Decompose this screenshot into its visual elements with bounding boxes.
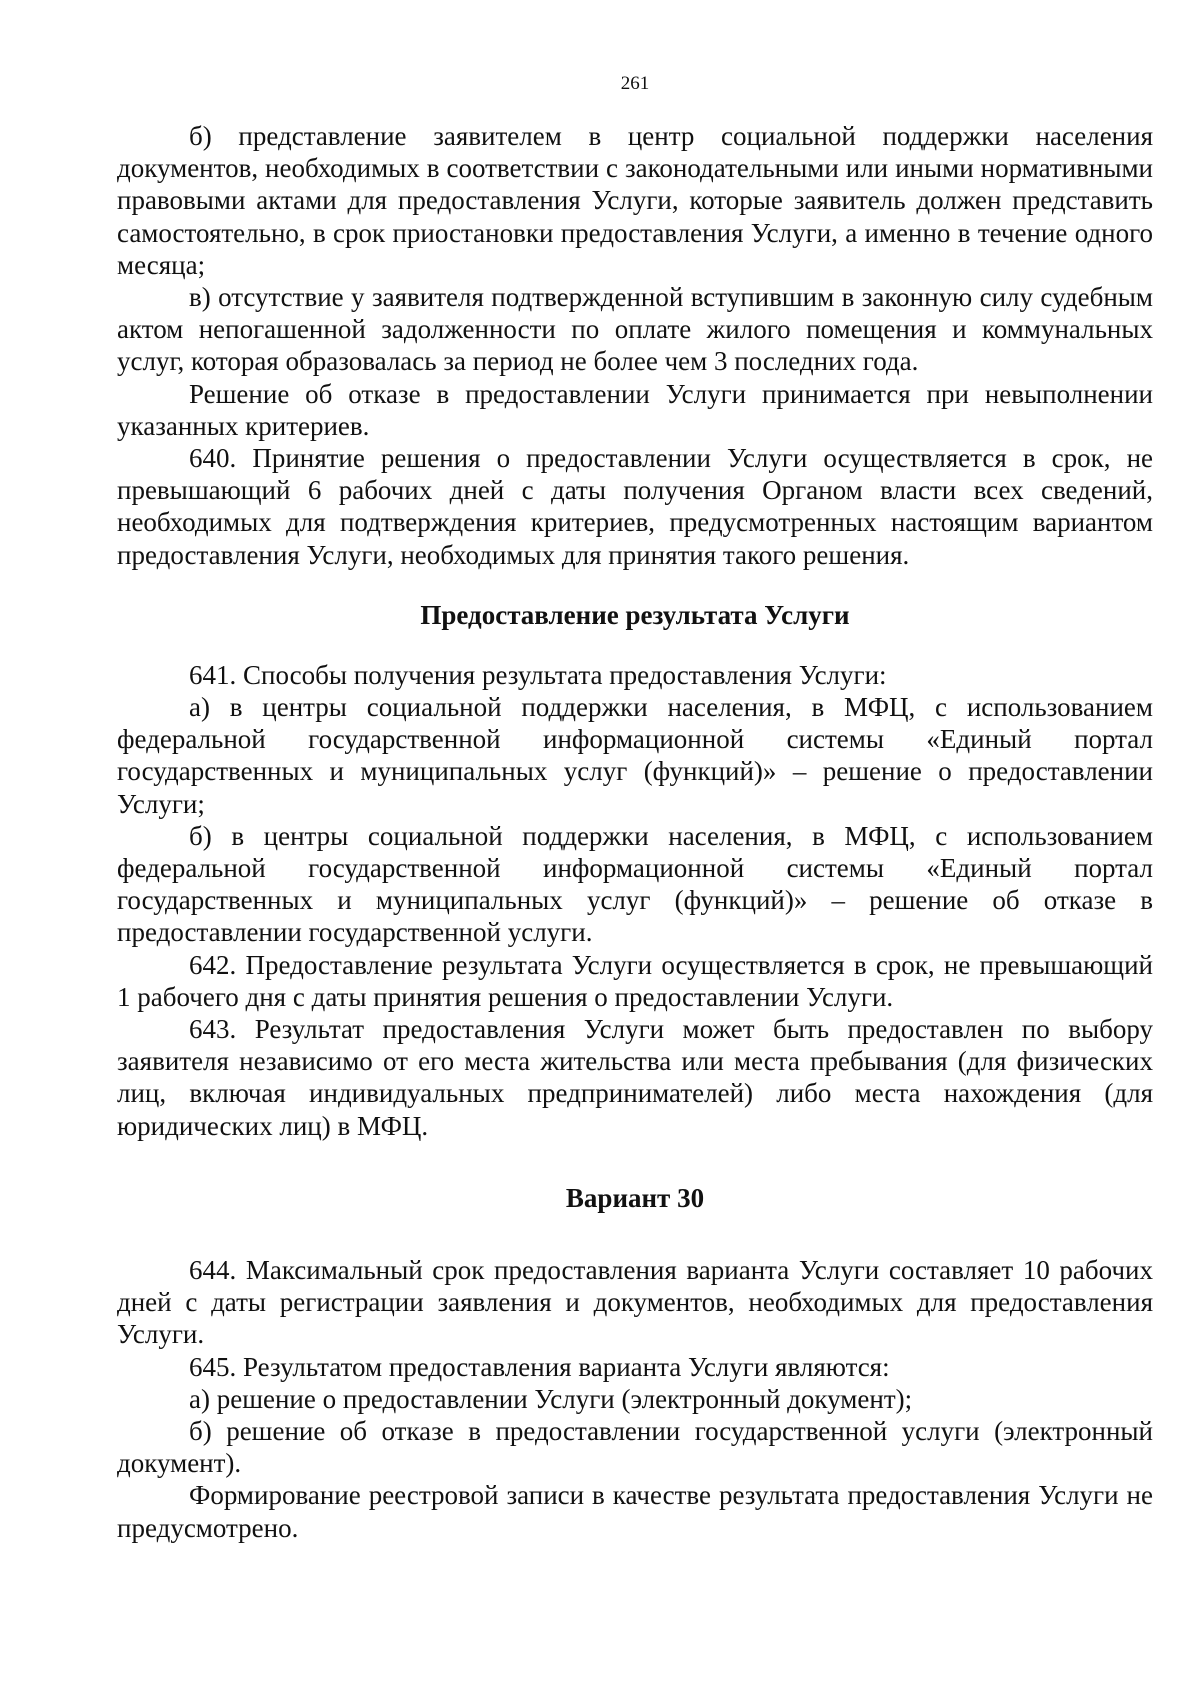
paragraph-642: 642. Предоставление результата Услуги осуществляется в срок, не превышающий 1 рабочего дня с даты принятия решения о предоставлении Услуги.	[117, 949, 1153, 1012]
document-body	[117, 120, 1153, 1544]
paragraph-643: 643. Результат предоставления Услуги может быть предоставлен по выбору заявителя независимо от его места жительства или места пребывания (для физических лиц, включая индивидуальных предпринимателей) либо места нахождения (для юридических лиц) в МФЦ.	[117, 1014, 1153, 1141]
paragraph-refusal-decision: Решение об отказе в предоставлении Услуги принимается при невыполнении указанных критериев.	[117, 378, 1153, 441]
section-heading-result: Предоставление результата Услуги	[420, 599, 850, 630]
paragraph-641: 641. Способы получения результата предоставления Услуги:	[189, 659, 887, 690]
paragraph-640: 640. Принятие решения о предоставлении Услуги осуществляется в срок, не превышающий 6 рабочих дней с даты получения Органом власти всех сведений, необходимых для подтверждения критериев, предусмотренных настоящим вариантом предоставления Услуги, необходимых для принятия такого решения.	[117, 443, 1153, 570]
paragraph-641-a: а) в центры социальной поддержки населения, в МФЦ, с использованием федеральной государственной информационной системы «Единый портал государственных и муниципальных услуг (функций)» – решение о предоставлении Услуги;	[117, 692, 1153, 819]
paragraph-b-documents: б) представление заявителем в центр социальной поддержки населения документов, необходимых в соответствии с законодательными или иными нормативными правовыми актами для предоставления Услуги, которые заявитель должен представить самостоятельно, в срок приостановки предоставления Услуги, а именно в течение одного месяца;	[117, 121, 1153, 280]
paragraph-644: 644. Максимальный срок предоставления варианта Услуги составляет 10 рабочих дней с даты регистрации заявления и документов, необходимых для предоставления Услуги.	[117, 1254, 1153, 1350]
paragraph-641-b: б) в центры социальной поддержки населения, в МФЦ, с использованием федеральной государственной информационной системы «Единый портал государственных и муниципальных услуг (функций)» – решение об отказе в предоставлении государственной услуги.	[117, 820, 1153, 948]
paragraph-v-no-debt: в) отсутствие у заявителя подтвержденной вступившим в законную силу судебным актом непогашенной задолженности по оплате жилого помещения и коммунальных услуг, которая образовалась за период не более чем 3 последних года.	[117, 282, 1153, 377]
paragraph-registry-record: Формирование реестровой записи в качестве результата предоставления Услуги не предусмотрено.	[117, 1480, 1153, 1543]
paragraph-645: 645. Результатом предоставления варианта Услуги являются:	[189, 1351, 890, 1382]
paragraph-645-a: а) решение о предоставлении Услуги (электронный документ);	[189, 1383, 913, 1414]
page-number: 261	[620, 73, 650, 94]
paragraph-645-b: б) решение об отказе в предоставлении государственной услуги (электронный документ).	[117, 1415, 1153, 1479]
section-heading-variant-30: Вариант 30	[565, 1182, 705, 1213]
